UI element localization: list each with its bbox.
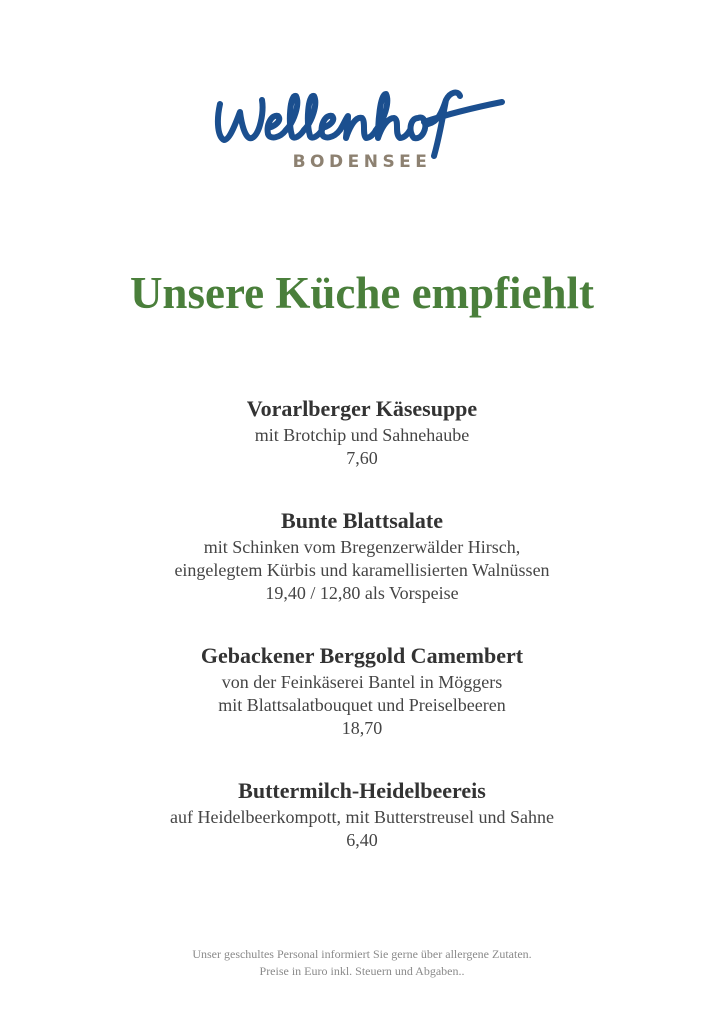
dish-description: mit Brotchip und Sahnehaube	[254, 425, 470, 445]
dish-item	[0, 641, 724, 740]
dish-price: 18,70	[341, 718, 383, 738]
dish-description: eingelegtem Kürbis und karamellisierten Walnüssen	[174, 560, 550, 580]
logo-subtitle: BODENSEE	[292, 152, 432, 172]
dish-description: auf Heidelbeerkompott, mit Butterstreusel und Sahne	[170, 807, 554, 827]
allergen-note: Unser geschultes Personal informiert Sie gerne über allergene Zutaten.	[192, 947, 532, 961]
dish-item	[0, 506, 724, 605]
dish-description: von der Feinkäserei Bantel in Möggers	[221, 672, 503, 692]
dish-item	[0, 776, 724, 852]
dish-name: Bunte Blattsalate	[281, 508, 443, 533]
dish-price: 19,40 / 12,80 als Vorspeise	[265, 583, 459, 603]
wellenhof-wordmark-logo	[202, 82, 522, 162]
dish-name: Buttermilch-Heidelbeereis	[238, 778, 486, 803]
dish-description: mit Blattsalatbouquet und Preiselbeeren	[218, 695, 506, 715]
dish-price: 6,40	[346, 830, 378, 850]
footer-note	[0, 946, 724, 980]
price-note: Preise in Euro inkl. Steuern und Abgaben..	[259, 964, 465, 978]
menu-list	[0, 394, 724, 888]
dish-name: Gebackener Berggold Camembert	[200, 643, 524, 668]
dish-name: Vorarlberger Käsesuppe	[246, 396, 478, 421]
dish-description: mit Schinken vom Bregenzerwälder Hirsch,	[203, 537, 521, 557]
dish-item	[0, 394, 724, 470]
page-title: Unsere Küche empfiehlt	[129, 268, 595, 318]
dish-price: 7,60	[346, 448, 378, 468]
